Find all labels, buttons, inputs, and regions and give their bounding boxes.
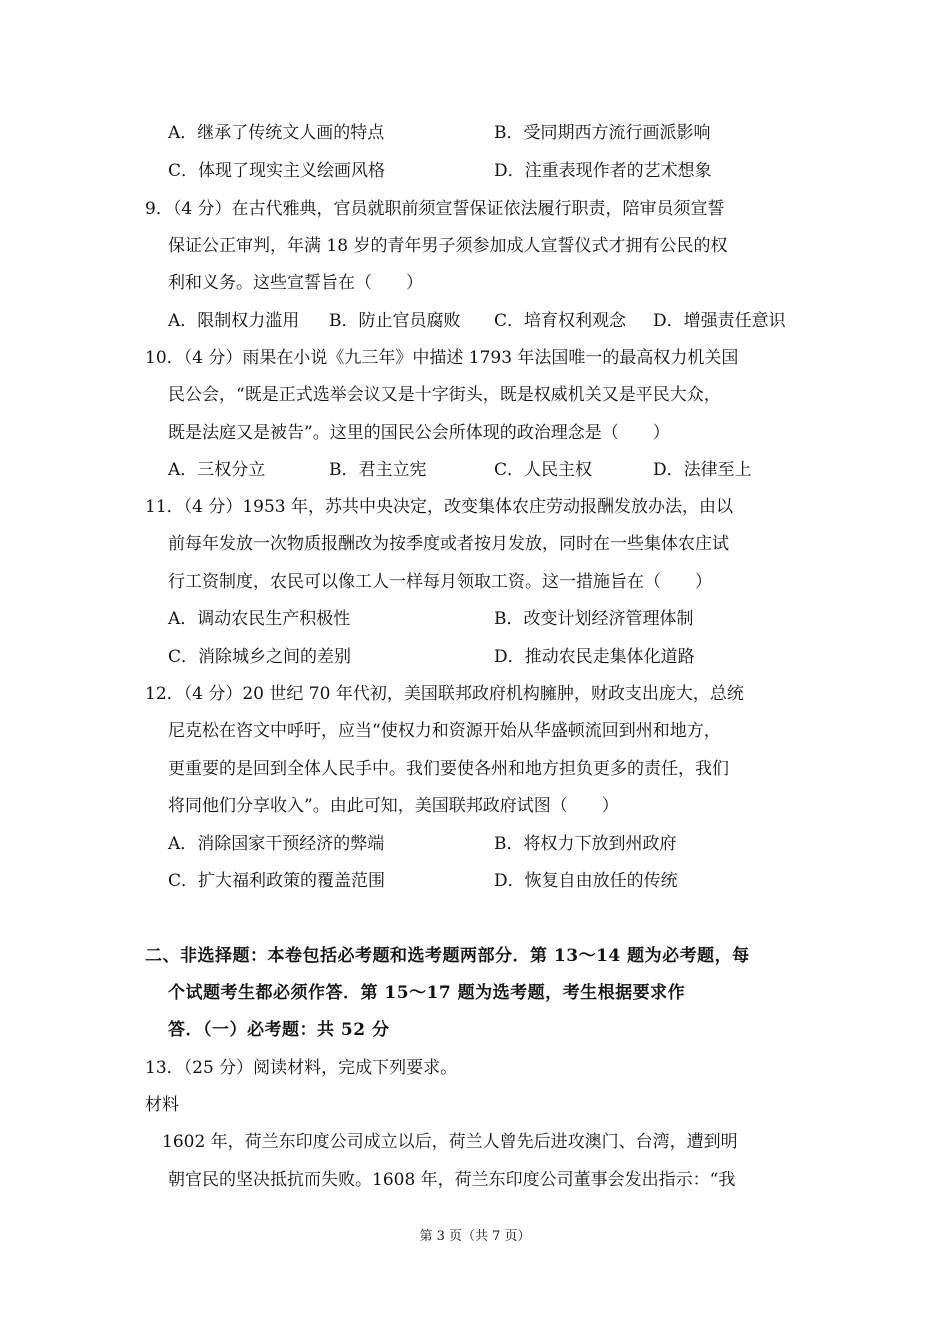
q11-option-c: C．消除城乡之间的差别 <box>168 647 352 667</box>
q10-option-b: B．君主立宪 <box>329 460 427 480</box>
q10-option-c: C．人民主权 <box>494 460 593 480</box>
q10-option-a: A．三权分立 <box>168 460 266 480</box>
q12-option-c: C．扩大福利政策的覆盖范围 <box>168 871 386 891</box>
q12-stem-line1: 12．（4 分）20 世纪 70 年代初，美国联邦政府机构臃肿，财政支出庞大，总统 <box>145 684 744 704</box>
q13-stem: 13．（25 分）阅读材料，完成下列要求。 <box>145 1058 458 1078</box>
q9-option-a: A．限制权力滥用 <box>168 311 300 331</box>
q9-stem-line3: 利和义务。这些宣誓旨在（ ） <box>168 273 423 293</box>
q9-option-c: C．培育权利观念 <box>494 311 627 331</box>
q12-stem-line3: 更重要的是回到全体人民手中。我们要使各州和地方担负更多的责任，我们 <box>168 759 729 779</box>
q10-stem-line2: 民公会，“既是正式选举会议又是十字街头，既是权威机关又是平民大众， <box>168 385 721 405</box>
q11-stem-line2: 前每年发放一次物质报酬改为按季度或者按月发放，同时在一些集体农庄试 <box>168 534 729 554</box>
section2-heading-line3: 答．（一）必考题：共 52 分 <box>168 1020 390 1040</box>
q9-stem-line1: 9．（4 分）在古代雅典，官员就职前须宣誓保证依法履行职责，陪审员须宣誓 <box>145 199 725 219</box>
q10-stem-line1: 10．（4 分）雨果在小说《九三年》中描述 1793 年法国唯一的最高权力机关国 <box>145 348 739 368</box>
q13-material-line2: 朝官民的坚决抵抗而失败。1608 年，荷兰东印度公司董事会发出指示：“我 <box>168 1170 736 1190</box>
q9-option-b: B．防止官员腐败 <box>329 311 461 331</box>
section2-heading-line1: 二、非选择题：本卷包括必考题和选考题两部分．第 13～14 题为必考题，每 <box>145 946 750 966</box>
q12-stem-line2: 尼克松在咨文中呼吁，应当“使权力和资源开始从华盛顿流回到州和地方， <box>168 721 721 741</box>
q11-option-b: B．改变计划经济管理体制 <box>494 609 694 629</box>
q12-stem-line4: 将同他们分享收入”。由此可知，美国联邦政府试图（ ） <box>168 796 619 816</box>
q8-option-c: C．体现了现实主义绘画风格 <box>168 161 386 181</box>
q8-option-a: A．继承了传统文人画的特点 <box>168 123 385 143</box>
q12-option-a: A．消除国家干预经济的弊端 <box>168 834 385 854</box>
q11-stem-line3: 行工资制度，农民可以像工人一样每月领取工资。这一措施旨在（ ） <box>168 572 712 592</box>
q9-stem-line2: 保证公正审判，年满 18 岁的青年男子须参加成人宣誓仪式才拥有公民的权 <box>168 236 728 256</box>
q10-option-d: D．法律至上 <box>653 460 752 480</box>
q12-option-d: D．恢复自由放任的传统 <box>494 871 678 891</box>
q8-option-d: D．注重表现作者的艺术想象 <box>494 161 712 181</box>
page-footer: 第 3 页（共 7 页） <box>419 1229 531 1244</box>
q12-option-b: B．将权力下放到州政府 <box>494 834 677 854</box>
q11-stem-line1: 11．（4 分）1953 年，苏共中央决定，改变集体农庄劳动报酬发放办法，由以 <box>145 497 734 517</box>
q11-option-d: D．推动农民走集体化道路 <box>494 647 695 667</box>
q9-option-d: D．增强责任意识 <box>653 311 786 331</box>
q11-option-a: A．调动农民生产积极性 <box>168 609 351 629</box>
q13-material-line1: 1602 年，荷兰东印度公司成立以后，荷兰人曾先后进攻澳门、台湾，遭到明 <box>162 1132 738 1152</box>
q10-stem-line3: 既是法庭又是被告”。这里的国民公会所体现的政治理念是（ ） <box>168 423 670 443</box>
section2-heading-line2: 个试题考生都必须作答．第 15～17 题为选考题，考生根据要求作 <box>168 983 686 1003</box>
q13-material-label: 材料 <box>145 1095 179 1115</box>
q8-option-b: B．受同期西方流行画派影响 <box>494 123 711 143</box>
